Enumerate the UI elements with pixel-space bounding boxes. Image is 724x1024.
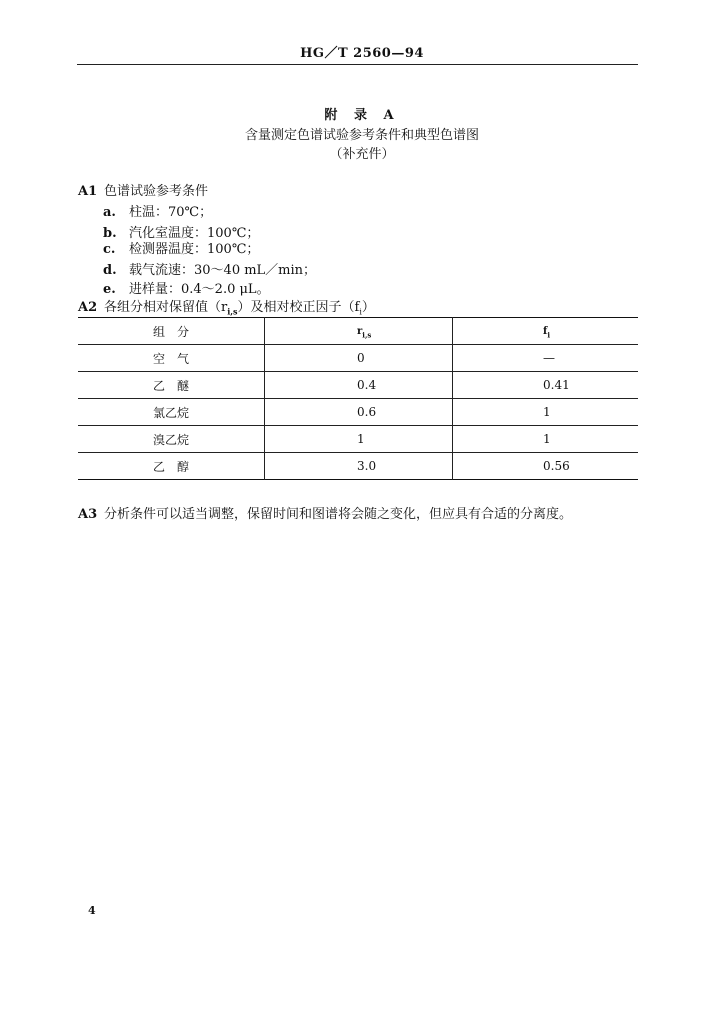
section-number: A2 xyxy=(78,300,98,315)
page-number: 4 xyxy=(88,904,96,917)
condition-item xyxy=(103,259,316,278)
condition-item xyxy=(103,278,270,297)
table-row xyxy=(78,345,638,372)
item-label: e. xyxy=(103,282,116,297)
section-number: A3 xyxy=(78,507,98,522)
cell-component: 溴乙烷 xyxy=(78,426,265,453)
header-rule xyxy=(77,64,638,65)
header-factor: $f_i$ xyxy=(543,325,550,340)
cell-component: 氯乙烷 xyxy=(78,399,265,426)
cell-retention: 3.0 xyxy=(265,453,453,480)
header-component: 组 分 xyxy=(78,318,265,345)
cell-factor: — xyxy=(543,351,555,365)
appendix-title: 附 录 A xyxy=(324,108,400,123)
section-a1-heading xyxy=(78,180,208,199)
appendix-note: （补充件） xyxy=(329,147,395,162)
section-number: A1 xyxy=(78,184,98,199)
cell-retention: 0 xyxy=(265,345,453,372)
cell-component: 空 气 xyxy=(78,345,265,372)
subscript: i xyxy=(359,307,362,317)
section-title-part: 各组分相对保留值（r xyxy=(104,300,228,315)
section-title-part: ） xyxy=(361,300,375,315)
subscript: i,s xyxy=(227,306,238,317)
item-label: d. xyxy=(103,263,117,278)
item-text: 汽化室温度：100℃； xyxy=(129,226,260,241)
table-row xyxy=(78,426,638,453)
section-a2-heading xyxy=(78,296,375,317)
item-text: 载气流速：30～40 mL／min； xyxy=(129,263,317,278)
condition-item xyxy=(103,238,259,257)
table-row xyxy=(78,453,638,480)
section-text: 分析条件可以适当调整，保留时间和图谱将会随之变化，但应具有合适的分离度。 xyxy=(104,507,573,522)
cell-retention: 0.4 xyxy=(265,372,453,399)
item-label: a. xyxy=(103,205,116,220)
section-title: 色谱试验参考条件 xyxy=(104,184,209,199)
item-label: b. xyxy=(103,226,117,241)
standard-code: HG／T 2560—94 xyxy=(300,46,424,61)
cell-component: 乙 醚 xyxy=(78,372,265,399)
item-text: 柱温：70℃； xyxy=(129,205,213,220)
table-row xyxy=(78,372,638,399)
item-text: 检测器温度：100℃； xyxy=(129,242,260,257)
retention-table xyxy=(78,317,638,480)
condition-item xyxy=(103,201,212,220)
cell-component: 乙 醇 xyxy=(78,453,265,480)
cell-factor: 1 xyxy=(543,432,551,446)
cell-retention: 0.6 xyxy=(265,399,453,426)
section-a3 xyxy=(78,503,572,522)
cell-factor: 0.56 xyxy=(543,459,570,473)
item-label: c. xyxy=(103,242,116,257)
cell-factor: 1 xyxy=(543,405,551,419)
table-header-row xyxy=(78,318,638,345)
table-row xyxy=(78,399,638,426)
header-retention: $r_{i,s}$ xyxy=(265,318,453,345)
section-title-part: ）及相对校正因子（f xyxy=(237,300,360,315)
cell-factor: 0.41 xyxy=(543,378,570,392)
item-text: 进样量：0.4～2.0 μL。 xyxy=(129,282,270,297)
appendix-subtitle: 含量测定色谱试验参考条件和典型色谱图 xyxy=(244,128,479,143)
cell-retention: 1 xyxy=(265,426,453,453)
